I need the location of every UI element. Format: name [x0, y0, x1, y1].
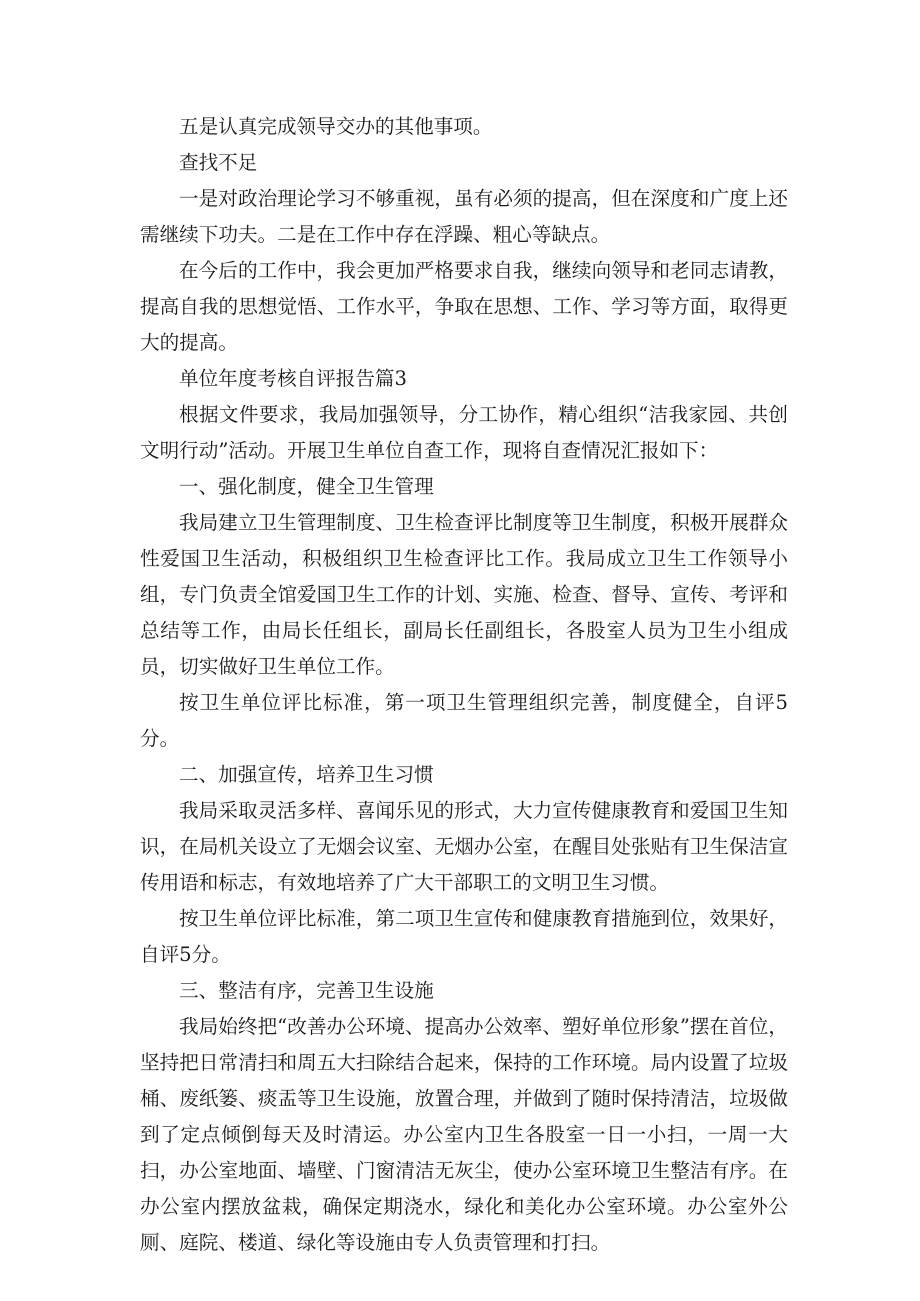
paragraph-section-1-score: 按卫生单位评比标准，第一项卫生管理组织完善，制度健全，自评5分。 [140, 691, 788, 750]
paragraph-section-3-body: 我局始终把“改善办公环境、提高办公效率、塑好单位形象”摆在首位，坚持把日常清扫和周五大扫除结合起来，保持的工作环境。局内设置了垃圾桶、废纸篓、痰盂等卫生设施，放置合理，并做到了随时保持清洁，垃圾做到了定点倾倒每天及时清运。办公室内卫生各股室一日一小扫，一周一大扫，办公室地面、墙壁、门窗清洁无灰尘，使办公室环境卫生整洁有序。在办公室内摆放盆栽，确保定期浇水，绿化和美化办公室环境。办公室外公厕、庭院、楼道、绿化等设施由专人负责管理和打扫。 [140, 1015, 788, 1254]
heading-shortcomings: 查找不足 [179, 151, 258, 174]
paragraph-section-2-score: 按卫生单位评比标准，第二项卫生宣传和健康教育措施到位，效果好，自评5分。 [140, 907, 788, 966]
paragraph-section-1-body: 我局建立卫生管理制度、卫生检查评比制度等卫生制度，积极开展群众性爱国卫生活动，积极组织卫生检查评比工作。我局成立卫生工作领导小组，专门负责全馆爱国卫生工作的计划、实施、检查、督导、宣传、考评和总结等工作，由局长任组长，副局长任副组长，各股室人员为卫生小组成员，切实做好卫生单位工作。 [140, 511, 788, 678]
heading-section-3: 三、整洁有序，完善卫生设施 [179, 979, 434, 1002]
heading-section-1: 一、强化制度，健全卫生管理 [179, 475, 434, 498]
section-title: 单位年度考核自评报告篇3 [179, 367, 407, 390]
paragraph-future-plan: 在今后的工作中，我会更加严格要求自我，继续向领导和老同志请教，提高自我的思想觉悟、工作水平，争取在思想、工作、学习等方面，取得更大的提高。 [140, 259, 788, 354]
paragraph-item-5: 五是认真完成领导交办的其他事项。 [179, 115, 493, 138]
paragraph-shortcomings: 一是对政治理论学习不够重视，虽有必须的提高，但在深度和广度上还需继续下功夫。二是在工作中存在浮躁、粗心等缺点。 [140, 187, 788, 246]
document-body [140, 109, 788, 1261]
paragraph-section-2-body: 我局采取灵活多样、喜闻乐见的形式，大力宣传健康教育和爱国卫生知识，在局机关设立了无烟会议室、无烟办公室，在醒目处张贴有卫生保洁宣传用语和标志，有效地培养了广大干部职工的文明卫生习惯。 [140, 799, 788, 894]
paragraph-intro: 根据文件要求，我局加强领导，分工协作，精心组织“洁我家园、共创文明行动”活动。开展卫生单位自查工作，现将自查情况汇报如下： [140, 403, 788, 462]
heading-section-2: 二、加强宣传，培养卫生习惯 [179, 763, 434, 786]
